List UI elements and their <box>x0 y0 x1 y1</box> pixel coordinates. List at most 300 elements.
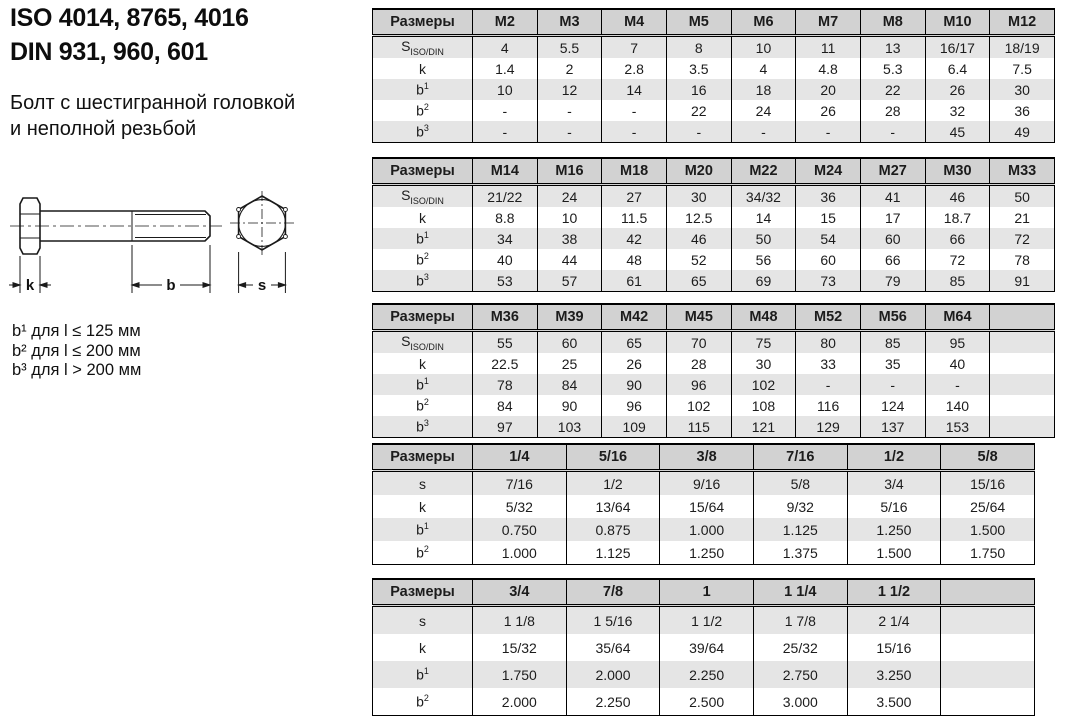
table-row <box>373 541 1035 565</box>
dimension-value-cell: 45 <box>925 121 990 143</box>
dimension-value-cell: 2.750 <box>753 661 847 688</box>
dimension-value-cell: - <box>860 374 925 395</box>
dimension-value-cell: 10 <box>731 36 796 59</box>
table-row <box>373 353 1055 374</box>
row-label: s <box>373 471 473 496</box>
table-header-row <box>373 158 1055 185</box>
dimension-value-cell: 41 <box>860 185 925 208</box>
row-label: $S_{ISO/DIN}$ <box>373 185 473 208</box>
dimension-value-cell: 2 1/4 <box>847 606 941 635</box>
table-row <box>373 331 1055 354</box>
size-header: 5/8 <box>941 444 1035 471</box>
dimension-value-cell: 8 <box>666 36 731 59</box>
dimension-value-cell: 54 <box>796 228 861 249</box>
dimension-value-cell: 108 <box>731 395 796 416</box>
row-label: $b^2$ <box>416 397 429 414</box>
dimension-value-cell: 33 <box>796 353 861 374</box>
dimension-value-cell: 5/32 <box>473 495 567 518</box>
table-row <box>373 270 1055 292</box>
dimension-value-cell: 137 <box>860 416 925 438</box>
dimension-value-cell: 2.000 <box>566 661 660 688</box>
table-header-row <box>373 579 1035 606</box>
dimension-value-cell: - <box>860 121 925 143</box>
size-header: M16 <box>537 158 602 185</box>
dimension-value-cell: 36 <box>990 100 1055 121</box>
dimension-value-cell: 121 <box>731 416 796 438</box>
dimension-value-cell: 12.5 <box>666 207 731 228</box>
dimension-value-cell: 20 <box>796 79 861 100</box>
dimension-value-cell: 55 <box>473 331 538 354</box>
empty-cell <box>990 374 1055 395</box>
size-header: M56 <box>860 304 925 331</box>
row-label: k <box>419 498 426 515</box>
size-header: M12 <box>990 9 1055 36</box>
dimension-value-cell: 12 <box>537 79 602 100</box>
size-header: M22 <box>731 158 796 185</box>
product-name-line1: Болт с шестигранной головкой <box>10 92 296 114</box>
dimension-value-cell: 5/16 <box>847 495 941 518</box>
dimension-value-cell: 3/4 <box>847 471 941 496</box>
row-label: k <box>419 209 426 226</box>
dimension-value-cell: 13/64 <box>566 495 660 518</box>
dimension-lines <box>9 245 285 293</box>
dimension-value-cell: 2.250 <box>566 688 660 716</box>
size-header: M8 <box>860 9 925 36</box>
dimension-value-cell: 129 <box>796 416 861 438</box>
empty-cell <box>941 606 1035 635</box>
dimension-value-cell: 57 <box>537 270 602 292</box>
size-header: M6 <box>731 9 796 36</box>
row-label: k <box>419 639 426 656</box>
dimension-value-cell: 96 <box>666 374 731 395</box>
row-label: $b^2$ <box>416 693 429 710</box>
table-row <box>373 416 1055 438</box>
sizes-column-label: Размеры <box>373 444 473 471</box>
size-header: M48 <box>731 304 796 331</box>
dimension-value-cell: 1 7/8 <box>753 606 847 635</box>
dimension-value-cell: - <box>602 100 667 121</box>
k-arrow-left <box>13 283 20 288</box>
dimension-value-cell: 7 <box>602 36 667 59</box>
dimension-table-1 <box>372 8 1055 143</box>
table-row <box>373 374 1055 395</box>
empty-cell <box>941 634 1035 661</box>
dimension-value-cell: 1.250 <box>847 518 941 541</box>
dimension-value-cell: 48 <box>602 249 667 270</box>
size-header: 3/4 <box>473 579 567 606</box>
sizes-column-label: Размеры <box>373 9 473 36</box>
empty-header-cell <box>941 579 1035 606</box>
dimension-value-cell: 25/32 <box>753 634 847 661</box>
dimension-value-cell: 1 1/8 <box>473 606 567 635</box>
dimension-value-cell: 115 <box>666 416 731 438</box>
dimension-value-cell: 140 <box>925 395 990 416</box>
dimension-value-cell: 60 <box>537 331 602 354</box>
s-arrow-right <box>278 283 285 288</box>
row-label: $S_{ISO/DIN}$ <box>373 331 473 354</box>
dimension-value-cell: 21/22 <box>473 185 538 208</box>
dimension-value-cell: 3.000 <box>753 688 847 716</box>
size-header: M18 <box>602 158 667 185</box>
dimension-value-cell: 5/8 <box>753 471 847 496</box>
dimension-value-cell: 109 <box>602 416 667 438</box>
note-b2: b² для l ≤ 200 мм <box>12 341 141 360</box>
dimension-value-cell: 18 <box>731 79 796 100</box>
table-row <box>373 495 1035 518</box>
dimension-value-cell: - <box>796 374 861 395</box>
dimension-value-cell: 46 <box>666 228 731 249</box>
dimension-value-cell: 28 <box>666 353 731 374</box>
dimension-value-cell: 6.4 <box>925 58 990 79</box>
table-row <box>373 36 1055 59</box>
size-header: M64 <box>925 304 990 331</box>
dimension-value-cell: 2.250 <box>660 661 754 688</box>
dimension-value-cell: 1.000 <box>473 541 567 565</box>
dimension-value-cell: - <box>473 121 538 143</box>
dimension-value-cell: 30 <box>731 353 796 374</box>
dimension-value-cell: 1/2 <box>566 471 660 496</box>
dimension-value-cell: 90 <box>537 395 602 416</box>
note-b3: b³ для l > 200 мм <box>12 361 142 379</box>
dimension-value-cell: 85 <box>925 270 990 292</box>
dimension-value-cell: 95 <box>925 331 990 354</box>
product-name-line2: и неполной резьбой <box>10 118 197 140</box>
dimension-value-cell: 49 <box>990 121 1055 143</box>
dimension-value-cell: - <box>925 374 990 395</box>
dimension-value-cell: 26 <box>796 100 861 121</box>
dimension-value-cell: 34 <box>473 228 538 249</box>
size-header: M4 <box>602 9 667 36</box>
size-header: M5 <box>666 9 731 36</box>
row-label: $b^2$ <box>416 544 429 561</box>
dimension-value-cell: 72 <box>925 249 990 270</box>
dimension-value-cell: 103 <box>537 416 602 438</box>
table-row <box>373 688 1035 716</box>
row-label: $b^2$ <box>416 251 429 268</box>
bolt-end-view <box>230 191 294 255</box>
dimension-value-cell: 32 <box>925 100 990 121</box>
dimension-value-cell: 15/16 <box>847 634 941 661</box>
table-header-row <box>373 9 1055 36</box>
size-header: M33 <box>990 158 1055 185</box>
dimension-value-cell: 18.7 <box>925 207 990 228</box>
dimension-value-cell: 1.750 <box>473 661 567 688</box>
iso-standards-title: ISO 4014, 8765, 4016 <box>10 4 249 32</box>
dimension-value-cell: 1 5/16 <box>566 606 660 635</box>
table-header-row <box>373 444 1035 471</box>
dimension-value-cell: 1.000 <box>660 518 754 541</box>
dimension-value-cell: - <box>796 121 861 143</box>
dimension-value-cell: 78 <box>990 249 1055 270</box>
table-row <box>373 634 1035 661</box>
dimension-value-cell: 78 <box>473 374 538 395</box>
dimension-value-cell: 26 <box>925 79 990 100</box>
thread-length-notes <box>12 322 141 381</box>
dimension-label-k: k <box>25 277 35 294</box>
dimension-value-cell: 72 <box>990 228 1055 249</box>
dimension-value-cell: 4 <box>473 36 538 59</box>
dimension-value-cell: 40 <box>473 249 538 270</box>
dimension-value-cell: 90 <box>602 374 667 395</box>
dimension-value-cell: 65 <box>602 331 667 354</box>
dimension-value-cell: 35/64 <box>566 634 660 661</box>
dimension-value-cell: 61 <box>602 270 667 292</box>
table-row <box>373 121 1055 143</box>
dimension-value-cell: 97 <box>473 416 538 438</box>
size-header: M24 <box>796 158 861 185</box>
size-header: M45 <box>666 304 731 331</box>
k-arrow-right <box>40 283 47 288</box>
dimension-value-cell: 28 <box>860 100 925 121</box>
dimension-value-cell: 13 <box>860 36 925 59</box>
table-row <box>373 100 1055 121</box>
dimension-value-cell: 38 <box>537 228 602 249</box>
dimension-value-cell: 85 <box>860 331 925 354</box>
size-header: M36 <box>473 304 538 331</box>
dimension-label-s: s <box>257 277 267 294</box>
empty-cell <box>990 416 1055 438</box>
dimension-value-cell: 10 <box>537 207 602 228</box>
dimension-value-cell: 84 <box>537 374 602 395</box>
table-row <box>373 395 1055 416</box>
dimension-value-cell: 80 <box>796 331 861 354</box>
dimension-value-cell: 25/64 <box>941 495 1035 518</box>
empty-cell <box>941 688 1035 716</box>
table-row <box>373 518 1035 541</box>
dimension-value-cell: 84 <box>473 395 538 416</box>
row-label: k <box>419 60 426 77</box>
row-label: $b^1$ <box>373 228 473 249</box>
dimension-tables <box>372 0 1067 720</box>
dimension-value-cell: 17 <box>860 207 925 228</box>
din-standards-title: DIN 931, 960, 601 <box>10 38 208 66</box>
corner-mark <box>237 235 241 239</box>
dimension-value-cell: 0.750 <box>473 518 567 541</box>
size-header: M42 <box>602 304 667 331</box>
size-header: M3 <box>537 9 602 36</box>
table-row <box>373 228 1055 249</box>
table-row <box>373 606 1035 635</box>
dimension-value-cell: 25 <box>537 353 602 374</box>
note-b1: b¹ для l ≤ 125 мм <box>12 322 141 340</box>
row-label: s <box>373 606 473 635</box>
dimension-value-cell: 21 <box>990 207 1055 228</box>
dimension-value-cell: - <box>666 121 731 143</box>
dimension-value-cell: 8.8 <box>473 207 538 228</box>
table-row <box>373 79 1055 100</box>
b-arrow-left <box>132 283 139 288</box>
dimension-value-cell: 5.5 <box>537 36 602 59</box>
dimension-value-cell: 46 <box>925 185 990 208</box>
empty-cell <box>941 661 1035 688</box>
dimension-value-cell: 102 <box>731 374 796 395</box>
dimension-value-cell: 24 <box>731 100 796 121</box>
dimension-value-cell: 9/16 <box>660 471 754 496</box>
dimension-value-cell: 75 <box>731 331 796 354</box>
end-view-centerlines <box>230 191 294 255</box>
sizes-column-label: Размеры <box>373 579 473 606</box>
dimension-value-cell: 50 <box>731 228 796 249</box>
size-header: 7/8 <box>566 579 660 606</box>
size-header: 7/16 <box>753 444 847 471</box>
size-header: M10 <box>925 9 990 36</box>
dimension-value-cell: 36 <box>796 185 861 208</box>
dimension-value-cell: 4 <box>731 58 796 79</box>
empty-cell <box>990 395 1055 416</box>
table-row <box>373 661 1035 688</box>
dimension-value-cell: 66 <box>860 249 925 270</box>
dimension-value-cell: - <box>473 100 538 121</box>
dimension-value-cell: 116 <box>796 395 861 416</box>
size-header: 1 <box>660 579 754 606</box>
table-row <box>373 249 1055 270</box>
size-header: 1 1/4 <box>753 579 847 606</box>
dimension-value-cell: 18/19 <box>990 36 1055 59</box>
row-label: $b^1$ <box>373 374 473 395</box>
empty-header-cell <box>990 304 1055 331</box>
dimension-value-cell: 73 <box>796 270 861 292</box>
dimension-value-cell: 50 <box>990 185 1055 208</box>
dimension-value-cell: 9/32 <box>753 495 847 518</box>
dimension-value-cell: 1.500 <box>847 541 941 565</box>
table-row <box>373 185 1055 208</box>
dimension-value-cell: 2.000 <box>473 688 567 716</box>
empty-cell <box>990 331 1055 354</box>
dimension-value-cell: 2.500 <box>660 688 754 716</box>
table-row <box>373 58 1055 79</box>
dimension-value-cell: 14 <box>602 79 667 100</box>
table-row <box>373 471 1035 496</box>
dimension-table-3 <box>372 303 1055 438</box>
corner-mark <box>283 235 287 239</box>
row-label: $b^1$ <box>373 518 473 541</box>
corner-mark <box>237 208 241 212</box>
dimension-value-cell: 1.125 <box>566 541 660 565</box>
dimension-value-cell: 14 <box>731 207 796 228</box>
dimension-value-cell: 3.500 <box>847 688 941 716</box>
dimension-value-cell: 11 <box>796 36 861 59</box>
dimension-value-cell: 4.8 <box>796 58 861 79</box>
size-header: M20 <box>666 158 731 185</box>
dimension-value-cell: 15/32 <box>473 634 567 661</box>
dimension-value-cell: - <box>537 100 602 121</box>
row-label: $b^2$ <box>416 102 429 119</box>
dimension-value-cell: 34/32 <box>731 185 796 208</box>
dimension-value-cell: 1 1/2 <box>660 606 754 635</box>
bolt-technical-drawing <box>8 190 308 302</box>
dimension-value-cell: 69 <box>731 270 796 292</box>
dimension-value-cell: 52 <box>666 249 731 270</box>
dimension-value-cell: 102 <box>666 395 731 416</box>
dimension-table-4 <box>372 443 1035 565</box>
dimension-value-cell: 1.375 <box>753 541 847 565</box>
dimension-value-cell: 0.875 <box>566 518 660 541</box>
dimension-value-cell: 7/16 <box>473 471 567 496</box>
dimension-value-cell: 44 <box>537 249 602 270</box>
dimension-value-cell: 60 <box>796 249 861 270</box>
dimension-value-cell: 7.5 <box>990 58 1055 79</box>
size-header: M30 <box>925 158 990 185</box>
sizes-column-label: Размеры <box>373 304 473 331</box>
table-row <box>373 207 1055 228</box>
dimension-value-cell: 15/64 <box>660 495 754 518</box>
sizes-column-label: Размеры <box>373 158 473 185</box>
dimension-value-cell: 22 <box>666 100 731 121</box>
dimension-table-2 <box>372 157 1055 292</box>
dimension-value-cell: 22.5 <box>473 353 538 374</box>
corner-mark <box>283 208 287 212</box>
row-label: $b^1$ <box>373 661 473 688</box>
dimension-value-cell: 1.250 <box>660 541 754 565</box>
dimension-value-cell: 1.750 <box>941 541 1035 565</box>
size-header: M7 <box>796 9 861 36</box>
dimension-value-cell: 3.5 <box>666 58 731 79</box>
table-header-row <box>373 304 1055 331</box>
dimension-value-cell: 91 <box>990 270 1055 292</box>
size-header: M39 <box>537 304 602 331</box>
dimension-value-cell: 30 <box>990 79 1055 100</box>
dimension-value-cell: 11.5 <box>602 207 667 228</box>
dimension-value-cell: 42 <box>602 228 667 249</box>
row-label: $b^3$ <box>373 270 473 292</box>
dimension-value-cell: 22 <box>860 79 925 100</box>
size-header: M2 <box>473 9 538 36</box>
dimension-value-cell: - <box>731 121 796 143</box>
dimension-value-cell: 3.250 <box>847 661 941 688</box>
dimension-value-cell: 96 <box>602 395 667 416</box>
empty-cell <box>990 353 1055 374</box>
size-header: 1/4 <box>473 444 567 471</box>
dimension-value-cell: 10 <box>473 79 538 100</box>
dimension-value-cell: 153 <box>925 416 990 438</box>
row-label: $b^3$ <box>373 416 473 438</box>
b-arrow-right <box>203 283 210 288</box>
dimension-table-5 <box>372 578 1035 716</box>
dimension-value-cell: 79 <box>860 270 925 292</box>
dimension-value-cell: - <box>602 121 667 143</box>
dimension-value-cell: 16 <box>666 79 731 100</box>
dimension-value-cell: 53 <box>473 270 538 292</box>
row-label: $S_{ISO/DIN}$ <box>373 36 473 59</box>
size-header: M14 <box>473 158 538 185</box>
row-label: $b^3$ <box>373 121 473 143</box>
size-header: 5/16 <box>566 444 660 471</box>
dimension-value-cell: 24 <box>537 185 602 208</box>
dimension-value-cell: 39/64 <box>660 634 754 661</box>
bolt-side-view <box>10 198 222 254</box>
dimension-value-cell: 1.4 <box>473 58 538 79</box>
dimension-value-cell: 70 <box>666 331 731 354</box>
size-header: M52 <box>796 304 861 331</box>
dimension-value-cell: 65 <box>666 270 731 292</box>
dimension-value-cell: 2.8 <box>602 58 667 79</box>
row-label: k <box>419 355 426 372</box>
dimension-value-cell: 1.125 <box>753 518 847 541</box>
dimension-value-cell: 40 <box>925 353 990 374</box>
dimension-value-cell: 66 <box>925 228 990 249</box>
dimension-value-cell: 27 <box>602 185 667 208</box>
size-header: 1/2 <box>847 444 941 471</box>
dimension-value-cell: 16/17 <box>925 36 990 59</box>
dimension-label-b: b <box>166 277 176 294</box>
dimension-value-cell: 35 <box>860 353 925 374</box>
size-header: 3/8 <box>660 444 754 471</box>
dimension-value-cell: 1.500 <box>941 518 1035 541</box>
row-label: $b^1$ <box>373 79 473 100</box>
dimension-value-cell: 56 <box>731 249 796 270</box>
dimension-value-cell: 30 <box>666 185 731 208</box>
dimension-value-cell: 26 <box>602 353 667 374</box>
